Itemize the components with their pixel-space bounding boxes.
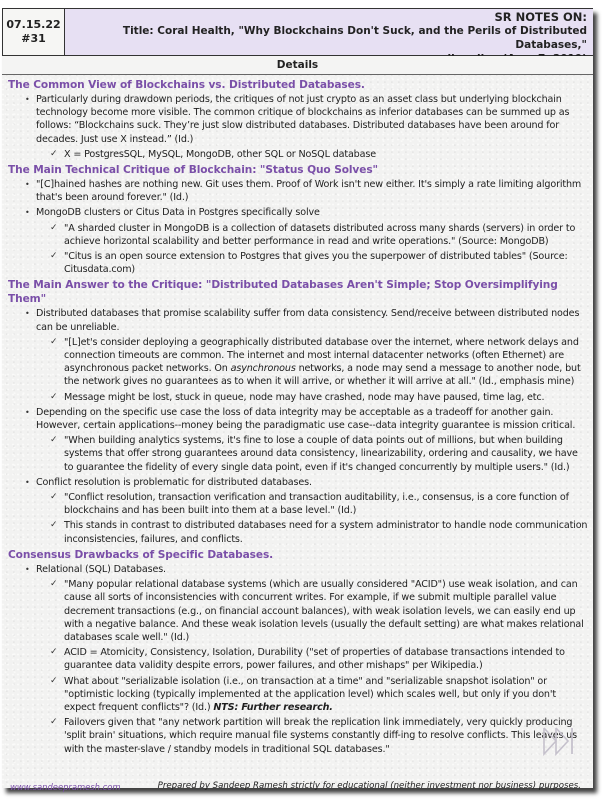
checkmark-icon: ✓ [50,579,58,590]
note-number: #31 [21,32,46,45]
section-title: The Main Answer to the Critique: "Distributed Databases Aren't Simple; Stop Oversimplifying Them" [8,279,558,306]
section-title: The Main Technical Critique of Blockchain: "Status Quo Solves" [8,164,378,177]
check-text: Failovers given that "any network partition will break the replication link immediately, very quickly producing 'split brain' situations, which require manual file systems constantly diff-ing to resolve conflicts. This leaves us with the master-slave / standby models in traditional SQL databases." [64,717,577,755]
nts-note: NTS: Further research. [213,701,333,713]
check-item [8,578,588,644]
date-cell [2,9,65,55]
fast-forward-end-icon[interactable] [542,726,576,756]
bullet-item: • Depending on the specific use case the loss of data integrity may be acceptable as a tradeoff for another gain. However, certain applications--money being the paradigmatic use case--data integrity guarantee is mission critical. [8,406,588,432]
header [2,8,593,56]
notes-label: SR NOTES ON: [494,10,587,24]
section-title: Consensus Drawbacks of Specific Databases. [8,548,274,561]
check-item [8,434,588,474]
checkmark-icon: ✓ [50,336,58,347]
checkmark-icon: ✓ [50,492,58,503]
check-text: This stands in contrast to distributed databases need for a system administrator to handle node communication inconsistencies, failures, and conflicts. [64,520,588,545]
check-text: "Conflict resolution, transaction verification and transaction auditability, i.e., consensus, is a core function of blockchains and has been built into them at a base level." (Id.) [64,492,569,517]
details-heading: Details [2,56,593,75]
bullet-item: • Conflict resolution is problematic for distributed databases. [8,476,588,489]
checkmark-icon: ✓ [50,148,58,159]
checkmark-icon: ✓ [50,717,58,728]
checkmark-icon: ✓ [50,435,58,446]
bullet-item: • Particularly during drawdown periods, the critiques of not just crypto as an asset class but underlying blockchain technology become more visible. The common critique of blockchains as inferior databases can be summed up as follows: “Blockchains suck. They’re just slow distributed databases. Distributed databases have been around for decades. Just use X instead.” (Id.) [8,93,588,146]
checkmark-icon: ✓ [50,520,58,531]
checkmark-icon: ✓ [50,675,58,686]
check-text: Message might be lost, stuck in queue, node may have crashed, node may have paused, time lag, etc. [64,391,545,403]
check-item [8,336,588,389]
check-text: "When building analytics systems, it's fine to lose a couple of data points out of millions, but when building systems that offer strong guarantees around data consistency, linearizability, ordering and causality, we have to guarantee the fidelity of every single data point, even if it's changed concurrently by multiple users." (Id.) [64,435,578,473]
section-title: The Common View of Blockchains vs. Distributed Databases. [8,79,365,91]
check-text-after: networks, a node may send a message to another node, but the network gives no guarantees as to when it will arrive, or whether it will arrive at all." (Id., emphasis mine) [64,363,581,388]
check-text: "Citus is an open source extension to Postgres that gives you the superpower of distributed tables" (Source: Citusdata.com) [64,251,568,276]
notes-page [2,8,593,792]
check-text: ACID = Atomicity, Consistency, Isolation, Durability ("set of properties of database transactions intended to guarantee data validity despite errors, power failures, and other mishaps" per Wikipedia.) [64,647,565,672]
check-text: X = PostgresSQL, MySQL, MongoDB, other SQL or NoSQL database [64,148,376,160]
checkmark-icon: ✓ [50,222,58,233]
notes-content [8,78,588,758]
note-date: 07.15.22 [6,18,61,31]
check-item [8,716,588,756]
check-text: "Many popular relational database systems (which are usually considered "ACID") use weak isolation, and can cause all sorts of inconsistencies with concurrent writes. For example, if we submit multiple parallel value decrement transactions (e.g., on financial account balances), with weak isolation levels, we can easily end up with a negative balance. And these weak isolation levels (usually the default setting) are what makes relational databases scale well." (Id.) [64,579,584,643]
check-text-before: What about "serializable isolation (i.e., on transaction at a time" and "serializable snapshot isolation" or "optimistic locking (typically implemented at the application level) which scales well, but only if you don't expect frequent conflicts"? (Id.) [64,675,556,713]
website-link[interactable]: www.sandeepramesh.com [10,782,121,792]
checkmark-icon: ✓ [50,391,58,402]
bullet-item: • Distributed databases that promise scalability suffer from data consistency. Send/receive between distributed nodes can be unreliable. [8,307,588,333]
check-item [8,646,588,672]
check-item [8,675,588,715]
check-text-emphasis: asynchronous [230,363,296,375]
check-item [8,519,588,545]
checkmark-icon: ✓ [50,647,58,658]
title-cell [65,9,593,55]
check-item [8,391,588,404]
check-text: "A sharded cluster in MongoDB is a collection of datasets distributed across many shards (servers) in order to achieve horizontal scalability and better performance in read and write operations." (Source: MongoDB) [64,222,576,247]
check-item [8,250,588,276]
bullet-item: • "[C]hained hashes are nothing new. Git uses them. Proof of Work isn't new either. It's simply a rate limiting algorithm that's been around forever." (Id.) [8,178,588,204]
bullet-item: • Relational (SQL) Databases. [8,563,588,576]
check-item [8,491,588,517]
check-item [8,222,588,248]
check-text-before: "[L]et's consider deploying a geographically distributed database over the internet, where network delays and connection timeouts are common. The internet and most internal datacenter networks (often Ethernet) are asynchronous packet networks. On [64,336,579,375]
disclaimer: Prepared by Sandeep Ramesh strictly for educational (neither investment nor business) purposes. [157,781,581,791]
bullet-item: • MongoDB clusters or Citus Data in Postgres specifically solve [8,206,588,219]
source-title: Title: Coral Health, "Why Blockchains Don't Suck, and the Perils of Distributed Databases," [122,25,587,51]
checkmark-icon: ✓ [50,251,58,262]
check-item [8,148,588,161]
